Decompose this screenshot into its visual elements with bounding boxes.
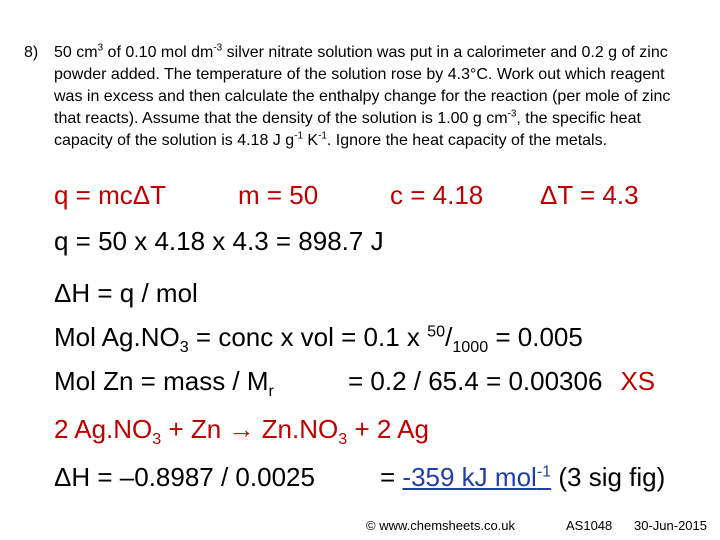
excess-label: XS <box>620 366 656 396</box>
equation-part: + 2 Ag <box>347 414 429 444</box>
subscript: 3 <box>152 430 162 449</box>
sig-fig-note: (3 sig fig) <box>551 462 666 492</box>
reaction-equation <box>54 414 429 449</box>
subscript: 3 <box>179 338 189 357</box>
question-text-part: silver nitrate solution was put in a calorimeter and 0.2 g of zinc powder added. The temperature of the solution rose by 4.3°C. Work out which reagent was in excess and then calculate the enthalpy change for the reaction (per mole of zinc that reacts). Assume that the density of the solution is 1.00 g cm <box>54 44 671 127</box>
question-text <box>54 42 694 152</box>
question-text-part: , the specific heat capacity of the solution is 4.18 J g <box>54 110 641 149</box>
fraction-slash: / <box>445 322 453 352</box>
given-heat-capacity: c = 4.18 <box>390 180 484 210</box>
given-mass: m = 50 <box>238 180 319 210</box>
moles-silver-nitrate <box>54 322 583 357</box>
enthalpy-value <box>402 462 551 492</box>
formula-q: q = mcΔT <box>54 180 166 210</box>
equation-part: + Zn → Zn.NO <box>161 414 339 444</box>
unit-superscript: -3 <box>213 42 223 54</box>
enthalpy-calculation: ΔH = –0.8987 / 0.0025 <box>54 462 315 492</box>
unit-superscript: -3 <box>507 108 517 120</box>
unit-superscript: -1 <box>294 130 303 142</box>
mol-ag-result: = 0.005 <box>488 322 583 352</box>
mol-ag-text: = conc x vol = 0.1 x <box>188 322 428 352</box>
enthalpy-definition: ΔH = q / mol <box>54 278 198 308</box>
subscript: r <box>268 382 274 401</box>
equals-sign: = <box>380 462 403 492</box>
given-temp-change: ΔT = 4.3 <box>540 180 639 210</box>
footer-date: 30-Jun-2015 <box>634 518 707 533</box>
unit-superscript: -1 <box>318 130 327 142</box>
mol-zn-text: Mol Zn = mass / M <box>54 366 269 396</box>
moles-zinc-label <box>54 366 274 401</box>
question-text-part: . Ignore the heat capacity of the metals. <box>326 132 608 149</box>
subscript: 3 <box>338 430 348 449</box>
question-text-part: of 0.10 mol dm <box>103 44 214 61</box>
question-number: 8) <box>24 44 39 61</box>
mol-zn-result: = 0.2 / 65.4 = 0.00306 <box>348 366 603 396</box>
moles-zinc-calc <box>348 366 655 396</box>
footer-code: AS1048 <box>566 518 613 533</box>
footer-site: © www.chemsheets.co.uk <box>366 518 516 533</box>
question-text-part: K <box>302 132 319 149</box>
q-calculation: q = 50 x 4.18 x 4.3 = 898.7 J <box>54 226 384 256</box>
enthalpy-result <box>380 462 665 492</box>
question-text-part: 50 cm <box>54 44 98 61</box>
mol-ag-text: Mol Ag.NO <box>54 322 180 352</box>
fraction-numerator: 50 <box>427 322 446 341</box>
enthalpy-value-text: -359 kJ mol <box>402 462 537 492</box>
unit-superscript: 3 <box>97 42 104 54</box>
equation-part: 2 Ag.NO <box>54 414 153 444</box>
unit-superscript: -1 <box>536 462 552 481</box>
fraction-denominator: 1000 <box>452 338 489 357</box>
